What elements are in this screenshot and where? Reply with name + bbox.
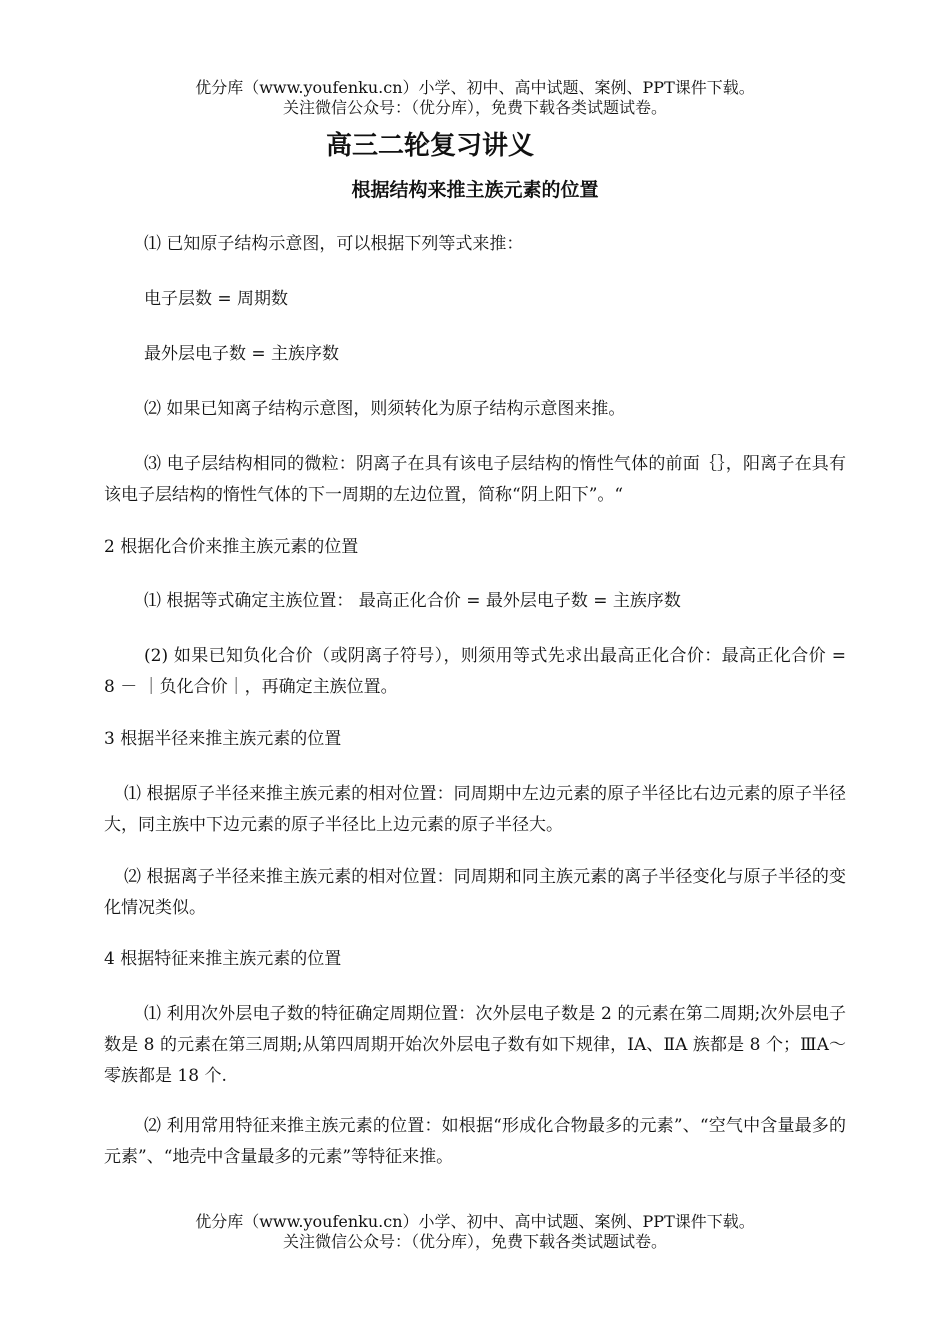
- footer-line-1: 优分库（www.youfenku.cn）小学、初中、高中试题、案例、PPT课件下载。: [195, 1212, 755, 1231]
- header-line-1: 优分库（www.youfenku.cn）小学、初中、高中试题、案例、PPT课件下载。: [195, 78, 755, 97]
- paragraph-4-1: ⑴ 利用次外层电子数的特征确定周期位置：次外层电子数是 2 的元素在第二周期;次外层电子数是 8 的元素在第三周期;从第四周期开始次外层电子数有如下规律，ⅠA、ⅡA 族都是 8 个；ⅢA～零族都是 18 个.: [104, 1004, 846, 1086]
- footer-line-2: 关注微信公众号：（优分库），免费下载各类试题试卷。: [282, 1232, 667, 1251]
- paragraph-3-2: ⑵ 根据离子半径来推主族元素的相对位置：同周期和同主族元素的离子半径变化与原子半径的变化情况类似。: [104, 867, 846, 918]
- page-footer: [0, 1212, 950, 1252]
- section-1-heading: 根据结构来推主族元素的位置: [351, 179, 599, 201]
- section-3-heading: 3 根据半径来推主族元素的位置: [104, 729, 342, 749]
- paragraph-2-2: (2) 如果已知负化合价（或阴离子符号），则须用等式先求出最高正化合价：最高正化合价 = 8 － ｜负化合价｜，再确定主族位置。: [104, 646, 846, 697]
- section-4-heading: 4 根据特征来推主族元素的位置: [104, 949, 342, 969]
- header-line-2: 关注微信公众号：（优分库），免费下载各类试题试卷。: [282, 98, 667, 117]
- section-2-heading: 2 根据化合价来推主族元素的位置: [104, 537, 359, 557]
- page-header: [0, 78, 950, 118]
- equation-period: 电子层数 = 周期数: [144, 289, 289, 309]
- document-title: 高三二轮复习讲义: [325, 131, 534, 161]
- paragraph-1-1: ⑴ 已知原子结构示意图，可以根据下列等式来推：: [144, 234, 524, 254]
- paragraph-1-3: ⑶ 电子层结构相同的微粒：阴离子在具有该电子层结构的惰性气体的前面｛｝，阳离子在具有该电子层结构的惰性气体的下一周期的左边位置，简称“阴上阳下”。“: [104, 454, 846, 505]
- equation-group: 最外层电子数 = 主族序数: [144, 344, 340, 364]
- paragraph-4-2: ⑵ 利用常用特征来推主族元素的位置：如根据“形成化合物最多的元素”、“空气中含量最多的元素”、“地壳中含量最多的元素”等特征来推。: [104, 1116, 846, 1167]
- paragraph-3-1: ⑴ 根据原子半径来推主族元素的相对位置：同周期中左边元素的原子半径比右边元素的原子半径大，同主族中下边元素的原子半径比上边元素的原子半径大。: [104, 784, 846, 835]
- paragraph-2-1: ⑴ 根据等式确定主族位置： 最高正化合价 = 最外层电子数 = 主族序数: [144, 591, 681, 611]
- paragraph-1-2: ⑵ 如果已知离子结构示意图，则须转化为原子结构示意图来推。: [144, 399, 626, 419]
